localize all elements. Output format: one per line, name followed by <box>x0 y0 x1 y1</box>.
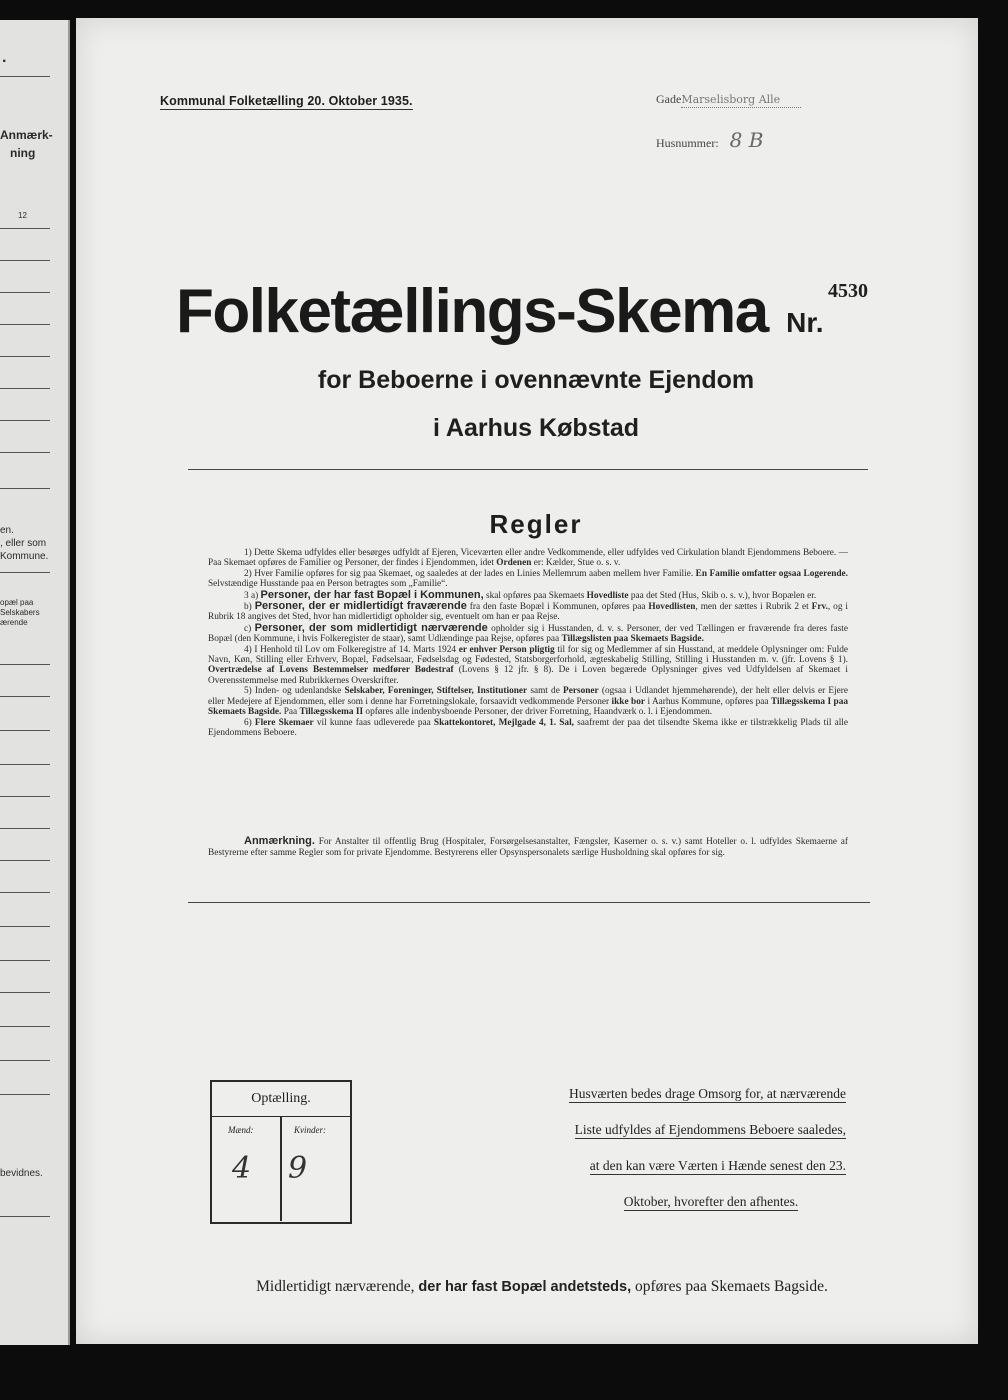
rule-text: til for sig og Medlemmer af sin Husstand, at meddele Oplysninger om: Fulde Navn, Køn, Stilling eller Erhverv, Bopæl, Fødselsaar, Fødselsdag og Fødested, Statsborgerforhold, ægteskabelig Stilling, Stilling i Husstanden m. v. (jfr. Lovens § 1). <box>208 644 849 666</box>
note-heading: Anmærkning. <box>244 835 315 847</box>
left-rule <box>0 324 50 325</box>
left-rule <box>0 828 50 829</box>
left-rule <box>0 1094 50 1095</box>
instruction-line <box>516 1158 846 1194</box>
rule-text: (ogsaa i Udlandet hjemmehørende), der helt eller delvis er Ejere eller Medejere af Ejendommen, eller som i denne har Forretningslokale, forsaavidt vedkommende Personer <box>208 686 849 707</box>
left-rule <box>0 796 50 797</box>
note-paragraph <box>208 836 848 859</box>
rule-bold: En Familie omfatter ogsaa Logerende. <box>695 568 848 579</box>
rule-text: , men der sættes i Rubrik 2 et <box>695 602 809 613</box>
left-rule <box>0 1216 50 1217</box>
rule-text: vil kunne faas udleverede paa <box>316 717 431 728</box>
instruction-line <box>516 1122 846 1158</box>
rule-bold: Hovedliste <box>586 590 629 601</box>
left-rule <box>0 356 50 357</box>
subtitle-line-1: for Beboerne i ovennævnte Ejendom <box>317 366 755 394</box>
left-note-2: opæl paa Selskabers ærende <box>0 598 40 627</box>
rule-3b <box>208 601 848 623</box>
left-rule <box>0 452 50 453</box>
street-label: Gade <box>656 92 682 106</box>
form-number-label: Nr. <box>786 307 824 338</box>
street-field <box>681 92 801 108</box>
men-count: 4 <box>232 1151 252 1186</box>
rule-text: 6) <box>244 717 252 728</box>
left-rule <box>0 892 50 893</box>
title-divider <box>188 469 868 470</box>
instruction-text: Husværten bedes drage Omsorg for, at nærværende <box>568 1086 846 1101</box>
rule-bold: Tillægsskema II <box>299 707 364 718</box>
left-rule <box>0 260 50 261</box>
column-number: 12 <box>18 211 27 220</box>
left-note-1: en. , eller som Kommune. <box>0 525 49 562</box>
left-note-3: bevidnes. <box>0 1168 43 1179</box>
rule-bold: Tillægslisten paa Skemaets Bagside. <box>561 634 704 645</box>
left-rule <box>0 1026 50 1027</box>
rule-text: 3 a) <box>244 590 259 601</box>
rule-text: er: Kælder, Stue o. s. v. <box>533 558 621 569</box>
women-label: Kvinder: <box>294 1125 326 1135</box>
left-rule <box>0 76 50 77</box>
rule-bold: Flere Skemaer <box>254 717 314 728</box>
left-rule <box>0 292 50 293</box>
census-header: Kommunal Folketælling 20. Oktober 1935. <box>160 94 413 108</box>
rule-text: 2) Hver Familie opføres for sig paa Skemaet, og saaledes at der lades en Linies Mellemrum aaben mellem hver Familie. <box>244 568 694 579</box>
form-number-value: 4530 <box>827 280 868 302</box>
footer-note <box>192 1278 892 1296</box>
rule-6 <box>208 718 848 739</box>
rule-bold: Ordenen <box>496 558 532 569</box>
rule-bold: er enhver Person pligtig <box>458 644 555 655</box>
rule-text: 4) I Henhold til Lov om Folkeregistre af 14. Marts 1924 <box>244 644 457 655</box>
rule-bold: Hovedlisten <box>648 602 696 613</box>
house-number-value: 8 B <box>729 128 764 152</box>
rule-2 <box>208 569 848 590</box>
rule-text: Selvstændige Husstande paa en Person betragtes som „Familie“. <box>208 579 448 590</box>
left-rule <box>0 764 50 765</box>
rule-text: paa det Sted (Hus, Skib o. s. v.), hvor Bopælen er. <box>630 590 817 601</box>
anmaerk-label-2: ning <box>10 146 36 160</box>
left-rule <box>0 572 50 573</box>
rule-text: (Lovens § 12 jfr. § 8). De i Loven begærede Oplysninger gives ved Udfyldelsen af Skemaet i Overensstemmelse med Rubrikkernes Overskrifter. <box>208 665 849 686</box>
rule-text: b) <box>244 602 252 613</box>
left-rule <box>0 228 50 229</box>
landlord-instructions <box>516 1086 846 1230</box>
rules-list <box>208 548 848 738</box>
rule-text: Paa <box>283 707 298 718</box>
rules-heading: Regler <box>489 509 583 539</box>
count-box <box>210 1080 352 1224</box>
anmaerk-label-1: Anmærk- <box>0 128 53 142</box>
rule-bold: Tillægsskema I paa Skemaets Bagside. <box>208 696 849 718</box>
rule-heading: Personer, der har fast Bopæl i Kommunen, <box>260 588 484 601</box>
top-mark: . <box>2 49 7 66</box>
rule-heading: Personer, der som midlertidigt nærværende <box>254 621 488 634</box>
title-main: Folketællings-Skema <box>176 277 768 346</box>
rule-text: opføres alle indenbysboende Personer, der driver Forretning, Haandværk o. l. i Ejendommen. <box>365 707 713 718</box>
rule-5 <box>208 686 848 717</box>
footer-bold: der har fast Bopæl andetsteds, <box>418 1279 632 1295</box>
count-box-title: Optælling. <box>212 1082 350 1117</box>
men-label: Mænd: <box>228 1125 254 1135</box>
left-rule <box>0 860 50 861</box>
left-rule <box>0 420 50 421</box>
left-rule <box>0 664 50 665</box>
left-rule <box>0 1060 50 1061</box>
count-box-divider <box>280 1117 282 1221</box>
rule-text: , og i Rubrik 18 angives det Sted, hvor han midlertidigt opholder sig, eventuelt om han er paa Rejse. <box>208 602 848 623</box>
rule-3c <box>208 623 848 645</box>
note-divider <box>188 902 870 903</box>
rule-bold: Personer <box>563 686 599 697</box>
rule-text: c) <box>244 623 252 634</box>
left-rule <box>0 696 50 697</box>
rule-bold: Skattekontoret, Mejlgade 4, 1. Sal, <box>433 717 574 728</box>
instruction-line <box>516 1086 846 1122</box>
rule-text: samt de <box>530 686 560 697</box>
rule-text: i Aarhus Kommune, opføres paa <box>647 696 769 707</box>
rule-text: saafremt der paa det tilsendte Skema ikke er tilstrækkelig Plads til alle Ejendommens Beboere. <box>208 717 848 738</box>
rule-4 <box>208 645 848 687</box>
instruction-text: Liste udfyldes af Ejendommens Beboere saaledes, <box>574 1122 846 1137</box>
left-rule <box>0 730 50 731</box>
note-text: For Anstalter til offentlig Brug (Hospitaler, Forsørgelsesanstalter, Fængsler, Kaserner o. s. v.) samt Hoteller o. l. udfyldes Skemaerne af Bestyrerne efter samme Regler som for private Ejendomme. Bestyrerens eller Opsynspersonalets særlige Husholdning skal opføres for sig. <box>208 837 848 858</box>
rule-text: 1) Dette Skema udfyldes eller besørges udfyldt af Ejeren, Viceværten eller andre Vedkommende, eller udfyldes ved Cirkulation blandt Ejendommens Beboere. — Paa Skemaet opføres de Familier og Personer, der findes i Ejendommen, idet <box>208 548 848 569</box>
left-rule <box>0 488 50 489</box>
left-rule <box>0 926 50 927</box>
rule-bold: ikke bor <box>611 696 645 707</box>
rule-bold: Overtrædelse af Lovens Bestemmelser medfører Bødestraf <box>208 665 454 676</box>
rule-heading: Personer, der er midlertidigt fraværende <box>254 600 467 613</box>
rule-1 <box>208 548 848 569</box>
footer-text: Midlertidigt nærværende, <box>256 1278 415 1295</box>
left-rule <box>0 992 50 993</box>
left-rule <box>0 960 50 961</box>
instruction-text: Oktober, hvorefter den afhentes. <box>623 1194 799 1209</box>
street-value: Marselisborg Alle <box>681 93 781 106</box>
rule-text: opholder sig i Husstanden, d. v. s. Personer, der ved Tællingen er fraværende fra deres faste Bopæl (den Kommune, i hvis Folkeregister de staar), samt Udlændinge paa Rejse, opføres paa <box>208 623 848 645</box>
rule-text: skal opføres paa Skemaets <box>485 590 585 601</box>
rule-bold: Frv. <box>811 602 828 613</box>
rule-text: fra den faste Bopæl i Kommunen, opføres paa <box>469 602 646 613</box>
house-number-label: Husnummer: <box>656 136 719 150</box>
left-rule <box>0 388 50 389</box>
rule-bold: Selskaber, Foreninger, Stiftelser, Institutioner <box>344 686 528 697</box>
instruction-text: at den kan være Værten i Hænde senest den 23. <box>589 1158 846 1173</box>
count-box-columns <box>212 1117 350 1221</box>
previous-page-strip <box>0 20 70 1345</box>
census-form-page <box>76 18 978 1344</box>
women-count: 9 <box>288 1151 308 1186</box>
instruction-line <box>516 1194 846 1230</box>
address-block <box>656 92 801 164</box>
rule-text: 5) Inden- og udenlandske <box>244 686 342 697</box>
footer-text: opføres paa Skemaets Bagside. <box>635 1278 828 1295</box>
street-row <box>656 92 801 128</box>
subtitle-line-2: i Aarhus Købstad <box>432 414 640 442</box>
house-number-row <box>656 128 801 164</box>
form-title <box>176 276 896 347</box>
